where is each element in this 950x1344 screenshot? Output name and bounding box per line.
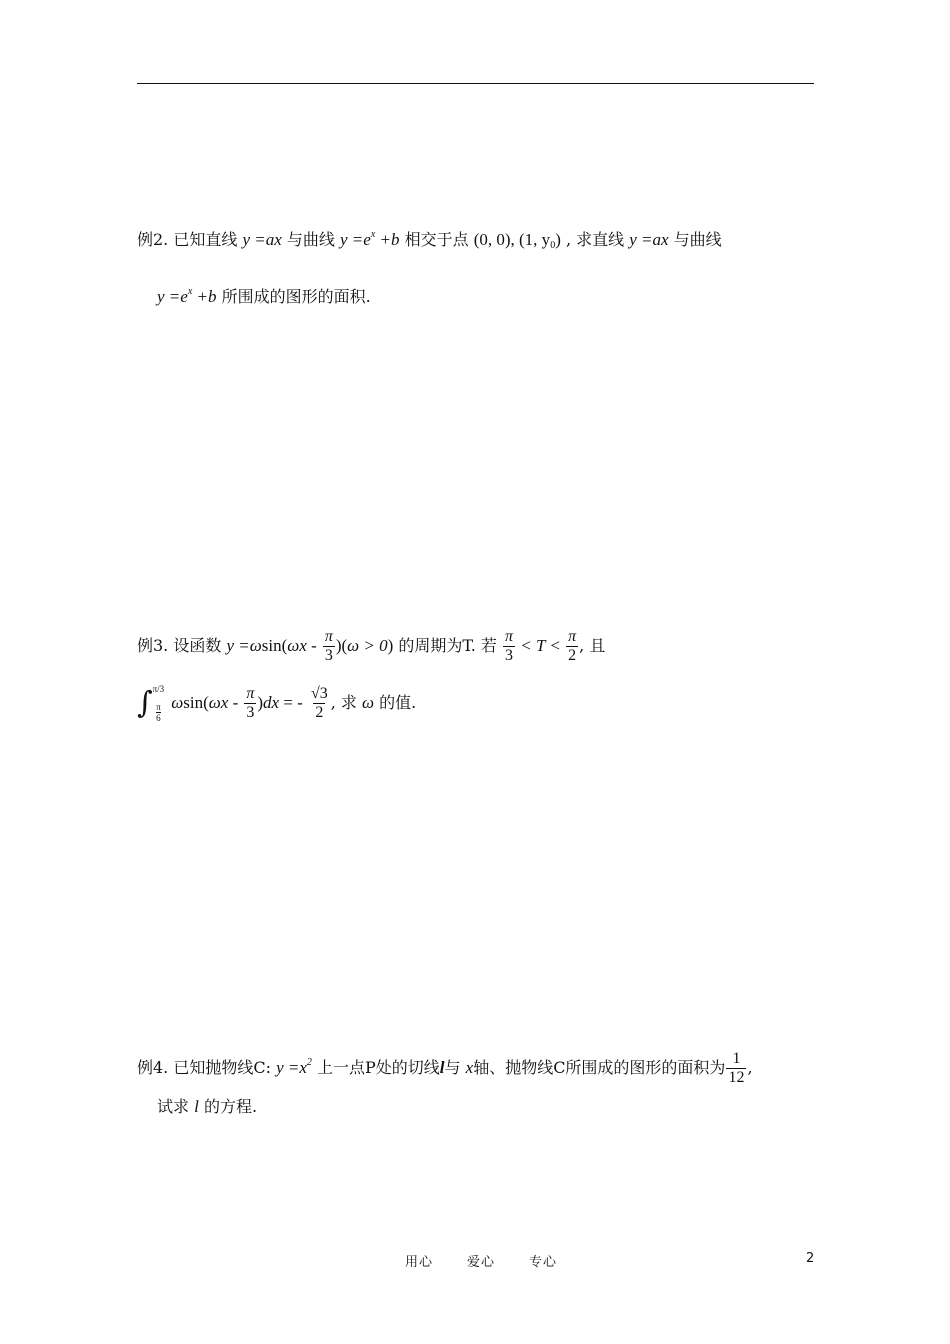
fraction-pi-over-2: $\frac{\pi}{2}$ — [568, 628, 577, 664]
example-3-label: 例3. — [137, 636, 169, 655]
equation-line: y =ax — [242, 230, 282, 249]
example-2-line-1: 例2. 已知直线 y =ax 与曲线 $y =e^x +b$ 相交于点 (0, 0), (1, $y_0$) , 求直线 y =ax 与曲线 — [137, 229, 722, 251]
example-2-label: 例2. — [137, 230, 169, 249]
header-rule — [137, 83, 814, 84]
equation-parabola: $y =x^2$ — [276, 1057, 312, 1077]
integral-sign: ∫ — [137, 685, 153, 721]
example-4-line-1: 例4. 已知抛物线C: $y =x^2$ 上一点P处的切线l与 x轴、抛物线C所围成的图形的面积为 $\frac{1}{12}$ , — [137, 1050, 753, 1086]
example-3-line-2: ∫ π/3 π 6 ωsin(ωx - $\frac{\pi}{3}$ )dx = - $\frac{√3}{2}$ , 求 ω 的值. — [137, 684, 417, 723]
example-2-line-2: $y =e^x +b$ 所围成的图形的面积. — [157, 286, 371, 306]
example-4-line-2: 试求 l 的方程. — [157, 1097, 258, 1116]
fraction-pi-over-3: $\frac{\pi}{3}$ — [505, 628, 514, 664]
fraction-pi-over-3: $\frac{\pi}{3}$ — [246, 685, 255, 721]
footer-motto: 用心 爱心 专心 — [405, 1255, 558, 1270]
example-3-line-1: 例3. 设函数 y =ωsin(ωx - $\frac{\pi}{3}$ )(ω > 0) 的周期为T. 若 $\frac{\pi}{3}$ < T < $\frac{\pi}{2}$ , 且 — [137, 628, 606, 664]
equation-curve: $y =e^x +b$ — [340, 229, 400, 249]
intersection-points: (0, 0), (1, $y_0$) — [473, 230, 561, 251]
example-4-label: 例4. — [137, 1058, 169, 1077]
integral-limits: π/3 π 6 — [152, 684, 165, 723]
fraction-sqrt3-over-2: $\frac{√3}{2}$ — [310, 685, 328, 721]
equation-curve: $y =e^x +b$ — [157, 286, 217, 306]
fraction-pi-over-3: $\frac{\pi}{3}$ — [324, 628, 333, 664]
page-number: 2 — [806, 1251, 815, 1266]
fraction-1-over-12: $\frac{1}{12}$ — [728, 1050, 745, 1086]
